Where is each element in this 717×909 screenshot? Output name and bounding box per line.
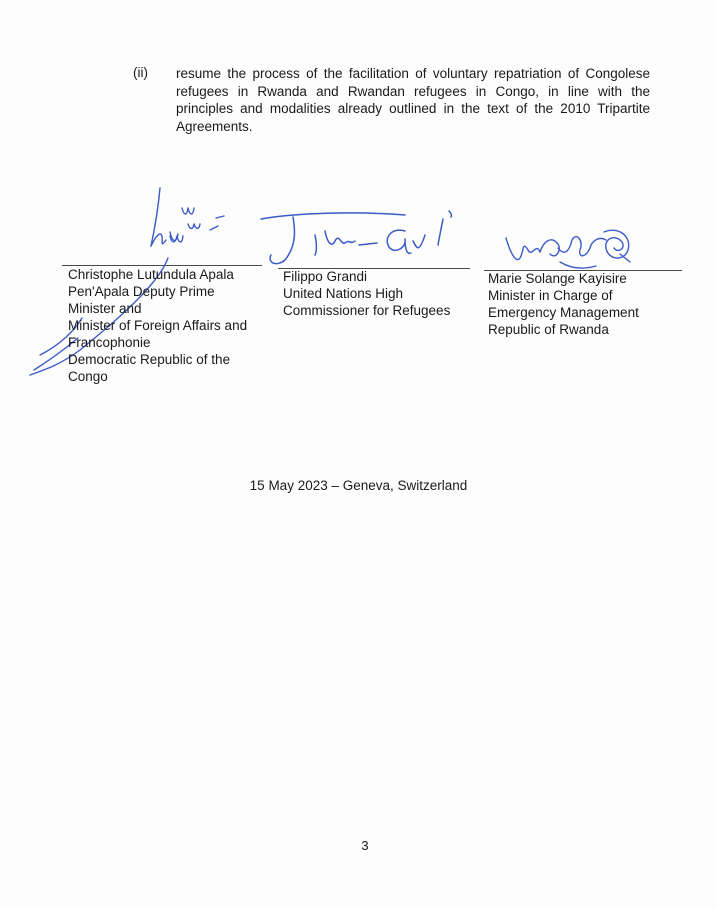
- signatory-drc: [68, 266, 247, 385]
- signatory-drc-line-4: Minister of Foreign Affairs and: [68, 318, 248, 333]
- paragraph-text: resume the process of the facilitation of voluntary repatriation of Congolese refugees in Rwanda and Rwandan refugees in Congo, in line with the principles and modalities already outlined in the text of the 2010 Tripartite Agreements.: [176, 66, 650, 134]
- signatory-rwanda-line-2: Minister in Charge of: [488, 288, 613, 303]
- signatory-rwanda-line-1: Marie Solange Kayisire: [488, 271, 627, 286]
- signatory-rwanda: [488, 270, 639, 338]
- signatory-drc-line-1: Christophe Lutundula Apala: [68, 267, 234, 282]
- date-and-place: 15 May 2023 – Geneva, Switzerland: [249, 478, 468, 493]
- paragraph-marker: (ii): [133, 65, 148, 80]
- signatory-unhcr: [283, 268, 450, 319]
- signatory-drc-line-5: Francophonie: [68, 335, 151, 350]
- signature-unhcr: [255, 205, 465, 275]
- signatory-drc-line-6: Democratic Republic of the: [68, 352, 231, 367]
- page-number: 3: [361, 838, 369, 853]
- signatory-rwanda-line-3: Emergency Management: [488, 305, 639, 320]
- signatory-unhcr-line-1: Filippo Grandi: [283, 269, 368, 284]
- signatory-rwanda-line-4: Republic of Rwanda: [488, 322, 609, 337]
- signatory-drc-line-7: Congo: [68, 369, 108, 384]
- signatory-unhcr-line-3: Commissioner for Refugees: [283, 303, 451, 318]
- signatory-unhcr-line-2: United Nations High: [283, 286, 404, 301]
- signatory-drc-line-3: Minister and: [68, 301, 142, 316]
- signatory-drc-line-2: Pen'Apala Deputy Prime: [68, 284, 215, 299]
